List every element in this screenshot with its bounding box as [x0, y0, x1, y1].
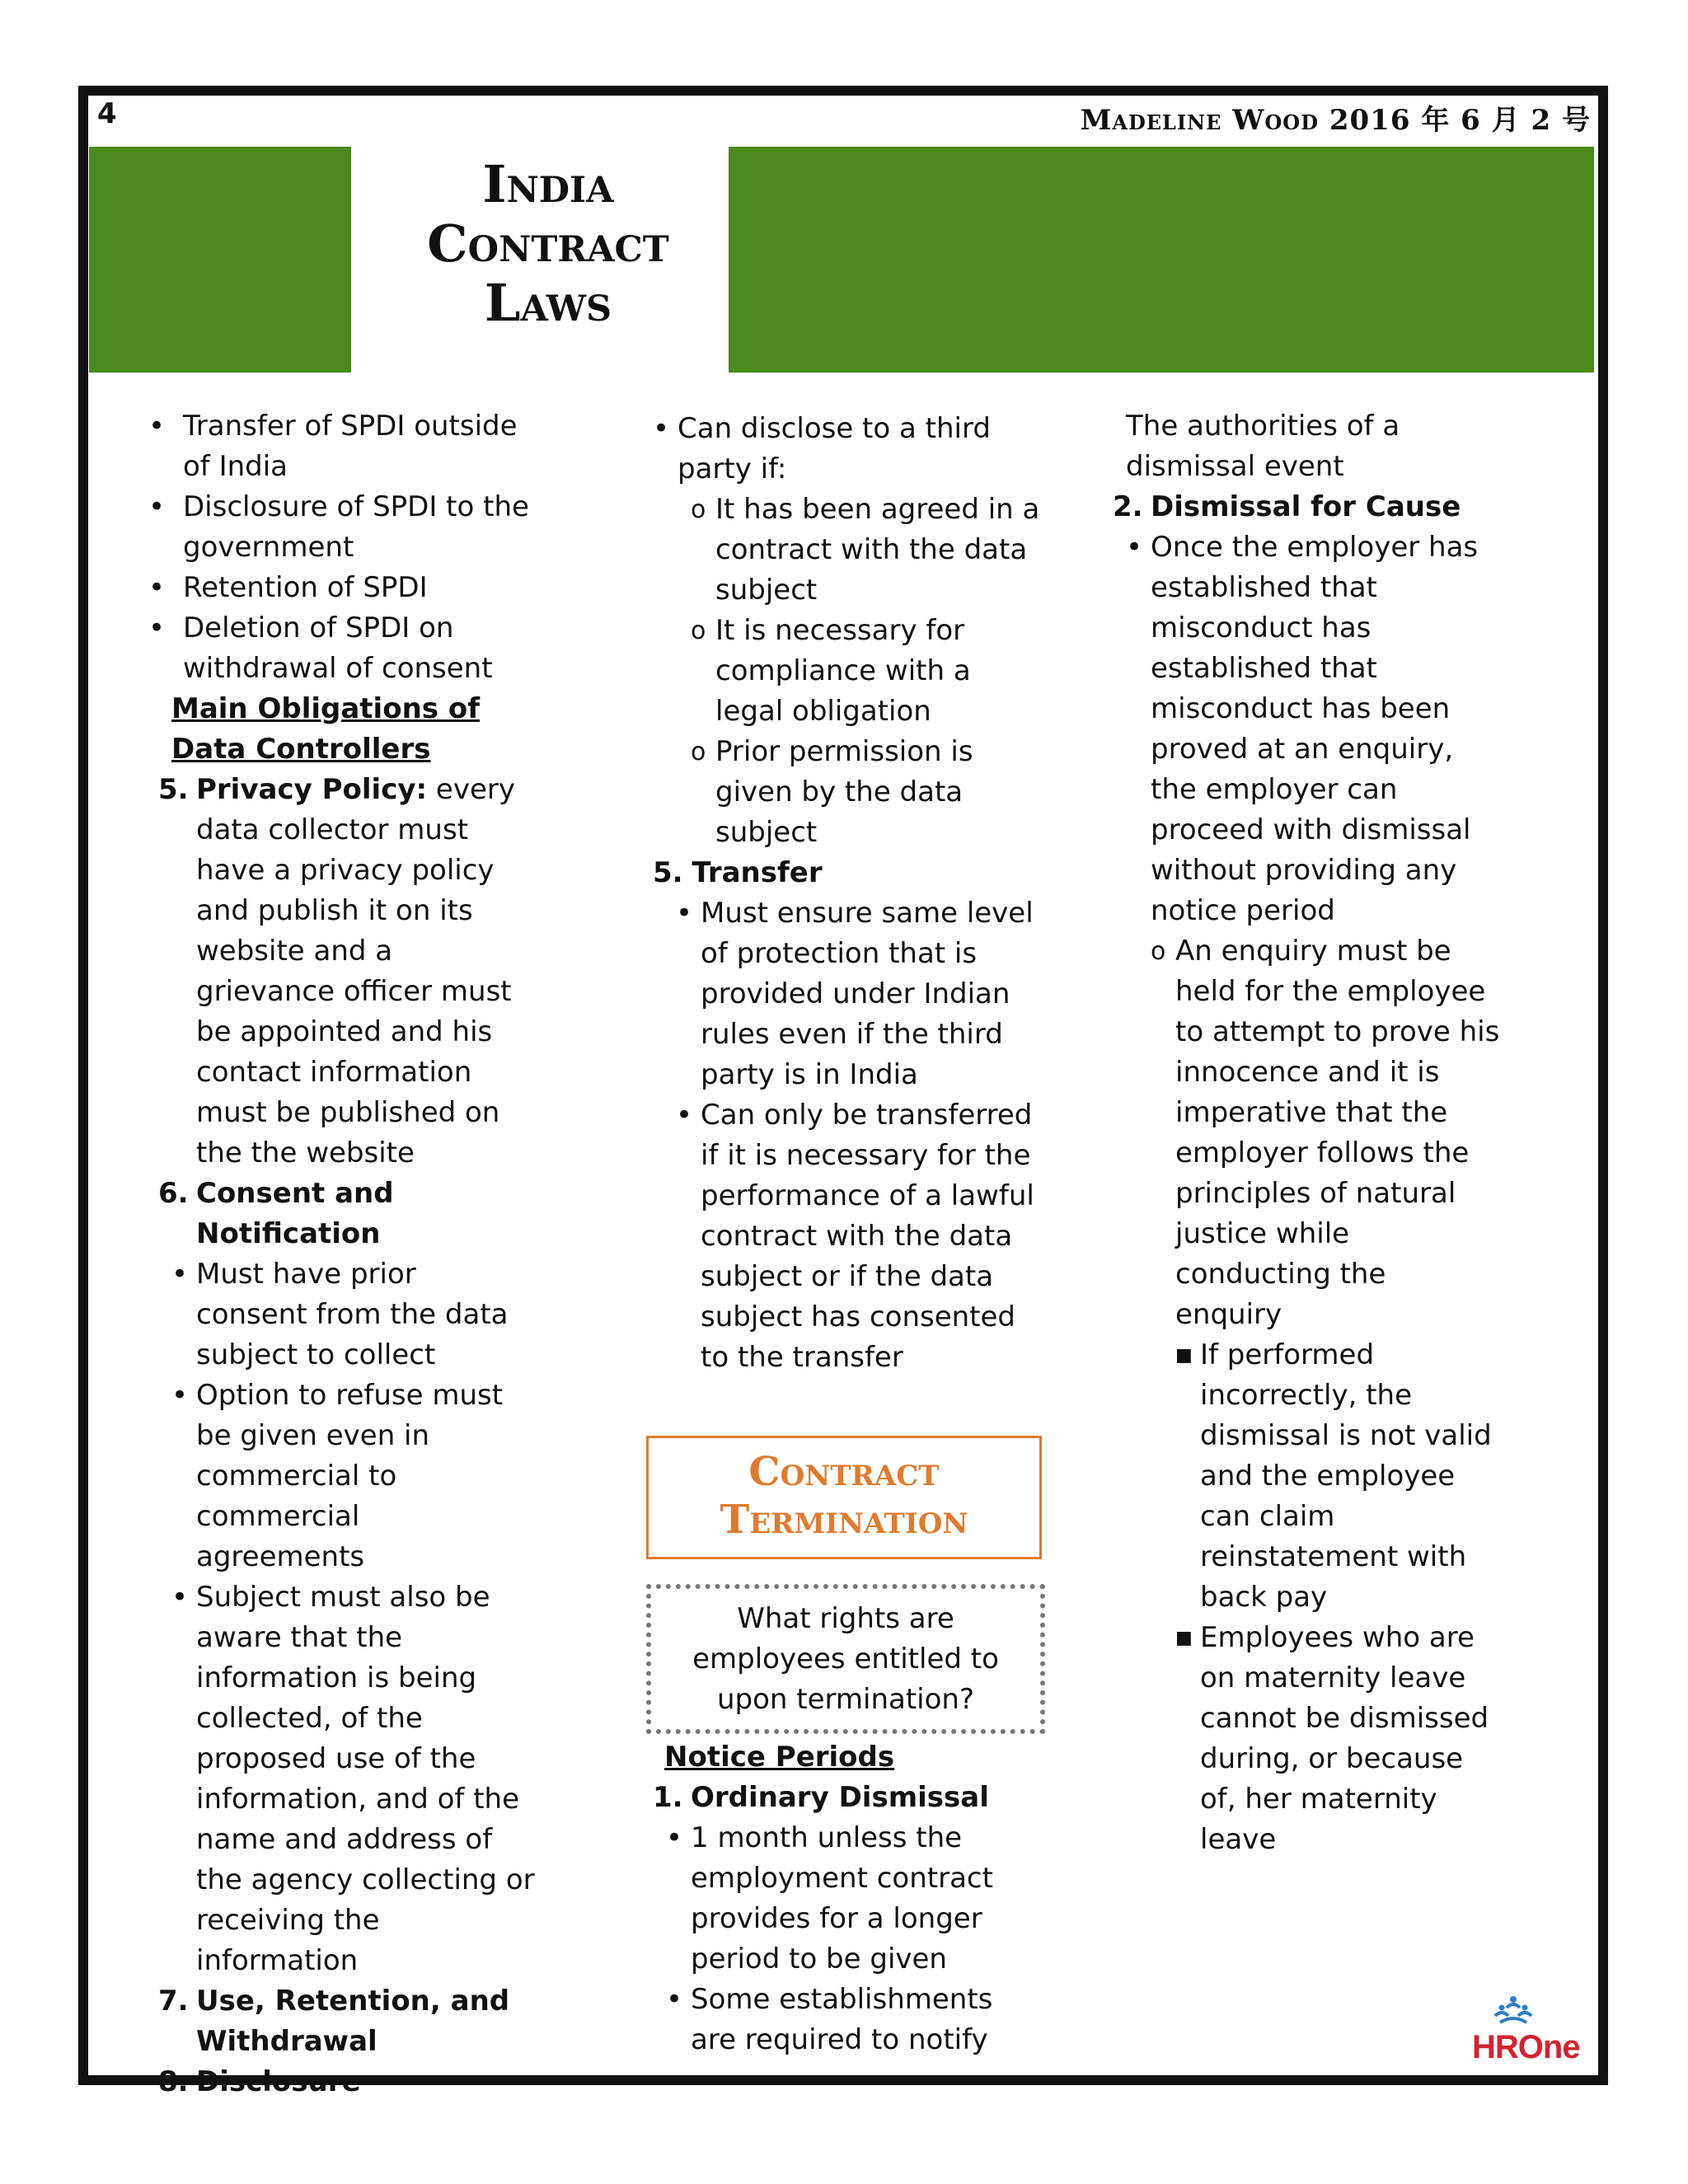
list-item — [653, 409, 1024, 490]
item-heading: Ordinary Dismissal — [691, 1781, 989, 1814]
circle-bullet-icon: o — [691, 495, 706, 524]
bullet-icon: • — [171, 1581, 189, 1614]
contract-termination-heading-box — [646, 1436, 1042, 1559]
list-item-text: Must ensure same level of protection that is provided under Indian rules even if the third party is in India — [701, 897, 1034, 1091]
list-item — [653, 1818, 1040, 1980]
section-heading: Notice Periods — [664, 1741, 895, 1774]
bullet-icon: • — [171, 1258, 189, 1291]
item-heading: Transfer — [692, 856, 823, 889]
bullet-icon: • — [171, 1379, 189, 1412]
sub-list-item — [653, 490, 1040, 611]
list-item-text: Can only be transferred if it is necessary for the performance of a lawful contract with the data subject or if the data subject has consented to the transfer — [701, 1099, 1034, 1374]
continued-text: The authorities of a dismissal event — [1126, 410, 1400, 483]
item-heading: Privacy Policy: — [196, 773, 428, 806]
section-title-line-1: Contract — [748, 1449, 940, 1495]
list-item — [148, 487, 536, 568]
item-number: 2. — [1113, 490, 1143, 523]
list-item — [653, 1095, 1040, 1378]
item-number: 7. — [158, 1985, 189, 2018]
page-number: 4 — [97, 97, 117, 130]
list-item-text: Transfer of SPDI outside of India — [183, 410, 518, 483]
circle-bullet-icon: o — [1151, 937, 1166, 966]
list-item-text: Subject must also be aware that the information is being collected, of the proposed use of the information, and of the name and address of the agency collecting or receiving the information — [196, 1581, 535, 1977]
numbered-item — [148, 2062, 536, 2102]
list-item — [148, 1376, 536, 1577]
bullet-icon: • — [148, 612, 166, 644]
question-text: What rights are employees entitled to upon termination? — [692, 1602, 999, 1716]
column-1 — [148, 406, 536, 2102]
item-number: 5. — [653, 856, 683, 889]
circle-bullet-icon: o — [691, 738, 706, 766]
list-item — [148, 568, 536, 608]
bullet-icon: • — [148, 571, 166, 604]
item-number: 1. — [653, 1781, 683, 1814]
circle-bullet-icon: o — [691, 616, 706, 645]
bullet-icon: • — [666, 1821, 683, 1854]
bullet-icon: • — [1126, 531, 1143, 564]
sub-list-item — [653, 611, 1040, 732]
item-heading: Use, Retention, and Withdrawal — [196, 1985, 510, 2058]
numbered-item — [148, 1981, 536, 2062]
item-heading: Dismissal for Cause — [1151, 490, 1461, 523]
title-line-1: India — [482, 154, 614, 214]
author-date-text: Madeline Wood 2016 年 6 月 2 号 — [1080, 104, 1591, 137]
list-item-text: Retention of SPDI — [183, 571, 428, 604]
list-item — [653, 893, 1040, 1095]
sub-list-item-text: It has been agreed in a contract with the data subject — [715, 493, 1040, 607]
list-item — [148, 1577, 536, 1981]
square-bullet-icon: ■ — [1175, 1345, 1193, 1366]
column-2 — [653, 409, 1040, 1378]
square-bullet-icon: ■ — [1175, 1628, 1193, 1648]
bullet-icon: • — [148, 490, 166, 523]
list-item-text: Option to refuse must be given even in commercial to commercial agreements — [196, 1379, 504, 1573]
item-text: every data collector must have a privacy policy and publish it on its website and a grievance officer must be appointed and his contact information must be published on the the website — [196, 773, 515, 1169]
list-item-text: Must have prior consent from the data subject to collect — [196, 1258, 509, 1371]
list-item — [1113, 527, 1500, 931]
section-title-line-2: Termination — [720, 1497, 968, 1543]
item-number: 6. — [158, 1177, 189, 1210]
bullet-icon: • — [653, 412, 670, 445]
list-item — [148, 608, 536, 689]
green-banner-right — [729, 147, 1594, 373]
bullet-icon: • — [676, 1099, 693, 1132]
sub-list-item-text: Prior permission is given by the data subject — [715, 735, 973, 849]
list-item-text: 1 month unless the employment contract provides for a longer period to be given — [691, 1821, 993, 1975]
list-item — [653, 1980, 1040, 2060]
title-line-3: Laws — [484, 273, 612, 333]
hrone-logo-text: HROne — [1472, 2029, 1580, 2065]
numbered-item — [653, 853, 1040, 893]
item-heading: Consent and Notification — [196, 1177, 394, 1250]
sub-list-item-text: An enquiry must be held for the employee to attempt to prove his innocence and it is imperative that the employer follows the principles of natural justice while conducting the enquiry — [1175, 935, 1500, 1331]
column-3 — [1113, 406, 1500, 1860]
column-2-lower — [653, 1737, 1040, 2060]
numbered-item — [148, 1174, 536, 1254]
list-item-text: Disclosure of SPDI to the government — [183, 490, 529, 564]
green-banner-left — [89, 147, 351, 373]
list-item-text: Some establishments are required to notify — [691, 1983, 993, 2056]
question-box — [646, 1584, 1045, 1734]
item-number: 8. — [158, 2065, 189, 2098]
sub-sub-list-item — [1113, 1618, 1500, 1860]
hrone-people-icon — [1489, 1994, 1538, 2029]
numbered-item — [653, 1778, 1040, 1818]
numbered-item — [148, 770, 536, 1174]
section-heading: Main Obligations of Data Controllers — [171, 692, 480, 766]
sub-list-item — [1113, 931, 1500, 1335]
bullet-icon: • — [666, 1983, 683, 2016]
list-item-text: Can disclose to a third party if: — [678, 412, 991, 485]
bullet-icon: • — [148, 410, 166, 443]
item-heading: Disclosure — [196, 2065, 361, 2098]
list-item — [148, 406, 536, 487]
item-number: 5. — [158, 773, 189, 806]
bullet-icon: • — [676, 897, 693, 930]
sub-sub-list-item-text: If performed incorrectly, the dismissal is not valid and the employee can claim reinstatement with back pay — [1200, 1338, 1492, 1614]
list-item-text: Deletion of SPDI on withdrawal of consent — [183, 612, 493, 685]
numbered-item — [1113, 487, 1500, 527]
sub-list-item-text: It is necessary for compliance with a legal obligation — [715, 614, 971, 728]
page-title — [363, 155, 734, 333]
sub-list-item — [653, 732, 1040, 853]
title-line-2: Contract — [427, 213, 669, 274]
list-item — [148, 1254, 536, 1376]
sub-sub-list-item-text: Employees who are on maternity leave cannot be dismissed during, or because of, her maternity leave — [1200, 1621, 1489, 1856]
hrone-logo — [1472, 1994, 1587, 2069]
sub-sub-list-item — [1113, 1335, 1500, 1618]
list-item-text: Once the employer has established that misconduct has established that misconduct has been proved at an enquiry, the employer can proceed with dismissal without providing any notice period — [1151, 531, 1479, 927]
author-date-header — [1081, 97, 1591, 138]
